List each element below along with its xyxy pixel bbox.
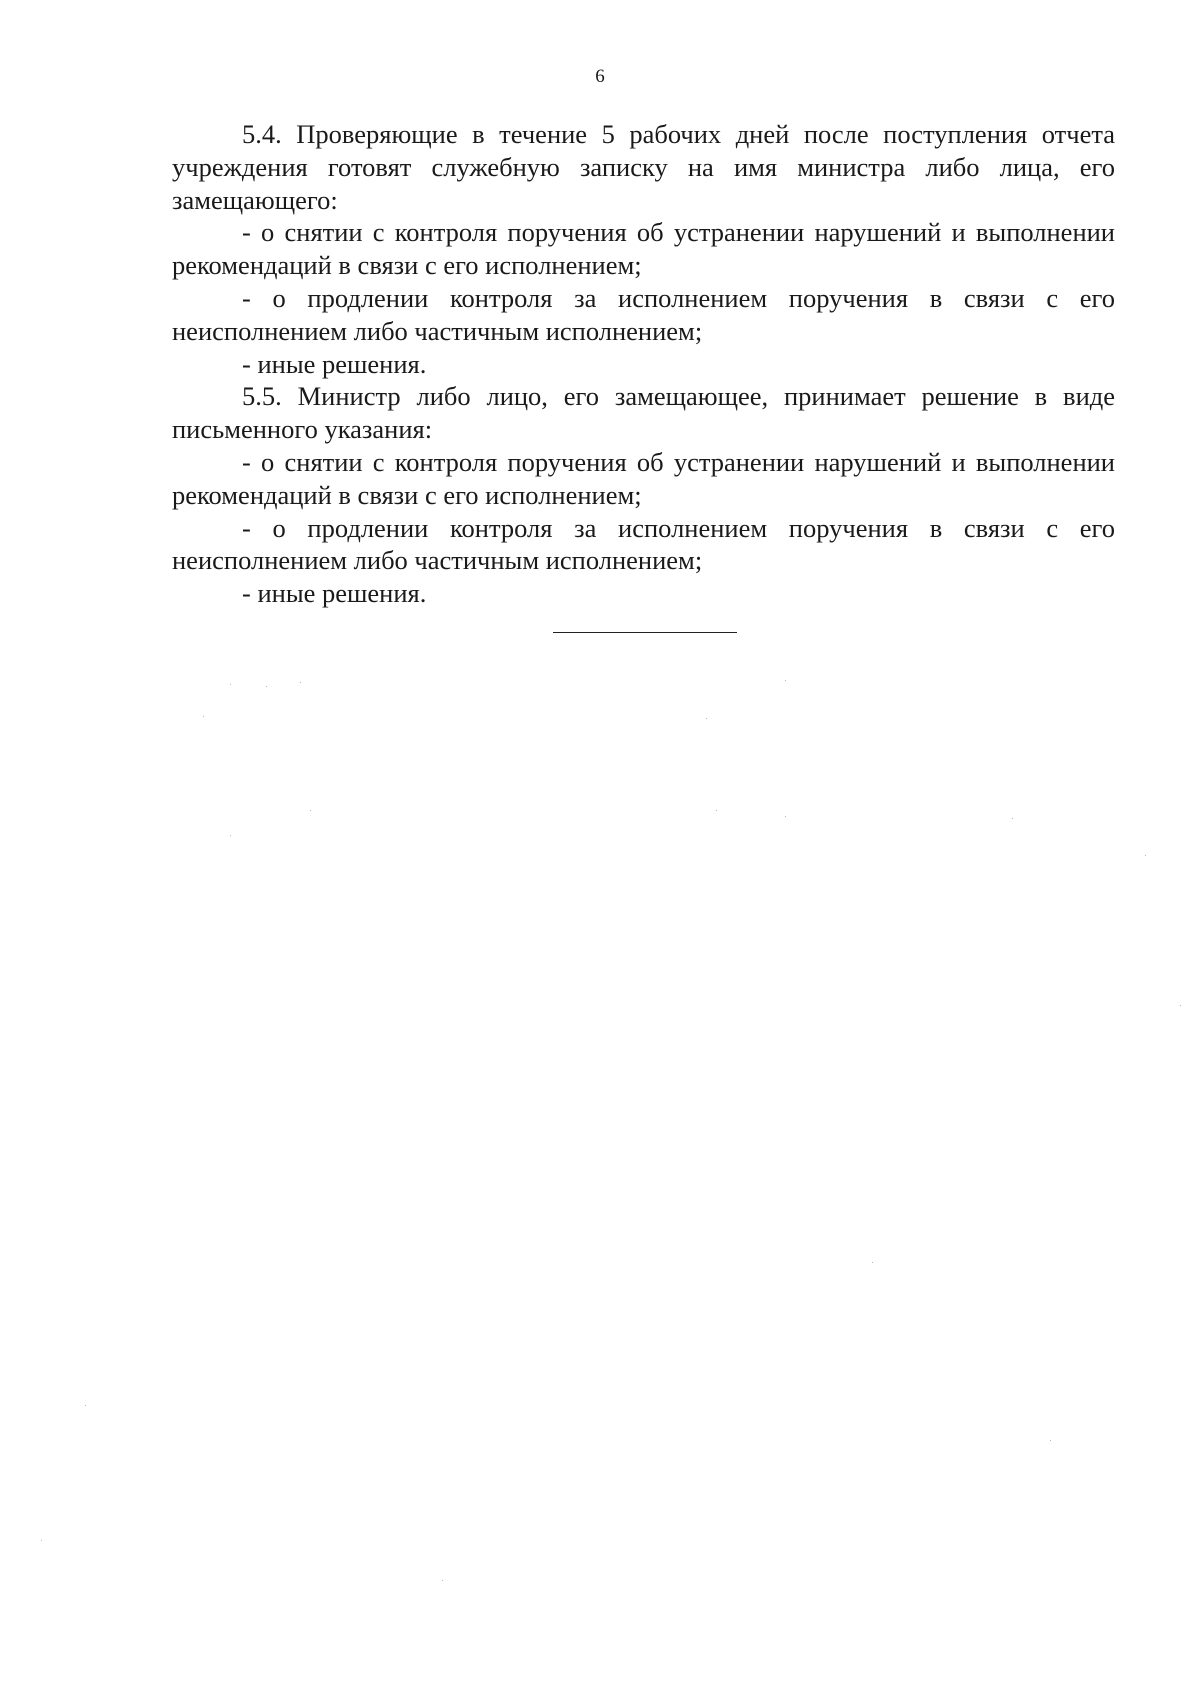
list-item-other-decisions: - иные решения. [242, 578, 427, 609]
scan-speck [310, 810, 311, 811]
scan-speck [872, 1262, 873, 1263]
scan-speck [785, 816, 786, 817]
page-number: 6 [595, 66, 605, 87]
document-body [172, 118, 1115, 610]
scan-speck [1180, 1005, 1181, 1006]
scan-speck [300, 682, 301, 683]
list-item-extend-control: - о продлении контроля за исполнением поручения в связи с его неисполнением либо частичным исполнением; [172, 512, 1115, 576]
list-item-remove-control: - о снятии с контроля поручения об устранении нарушений и выполнении рекомендаций в связи с его исполнением; [172, 217, 1115, 281]
paragraph-5-4: 5.4. Проверяющие в течение 5 рабочих дней после поступления отчета учреждения готовят служебную записку на имя министра либо лица, его замещающего: [172, 119, 1115, 215]
list-item-remove-control: - о снятии с контроля поручения об устранении нарушений и выполнении рекомендаций в связи с его исполнением; [172, 446, 1115, 510]
scan-speck [41, 1540, 42, 1541]
scan-speck [785, 680, 786, 681]
scan-speck [442, 1580, 443, 1581]
scan-speck [203, 716, 204, 717]
scan-speck [230, 684, 231, 685]
scan-speck [706, 718, 707, 719]
scan-speck [1012, 818, 1013, 819]
scan-speck [230, 835, 231, 836]
list-item-other-decisions: - иные решения. [242, 348, 427, 379]
scan-speck [1145, 855, 1146, 856]
scan-speck [1050, 1440, 1051, 1441]
end-divider-line [553, 632, 737, 633]
paragraph-5-5: 5.5. Министр либо лицо, его замещающее, принимает решение в виде письменного указания: [172, 381, 1115, 445]
list-item-extend-control: - о продлении контроля за исполнением поручения в связи с его неисполнением либо частичным исполнением; [172, 282, 1115, 346]
scan-speck [266, 686, 267, 687]
scan-speck [85, 1405, 86, 1406]
scan-speck [716, 810, 717, 811]
